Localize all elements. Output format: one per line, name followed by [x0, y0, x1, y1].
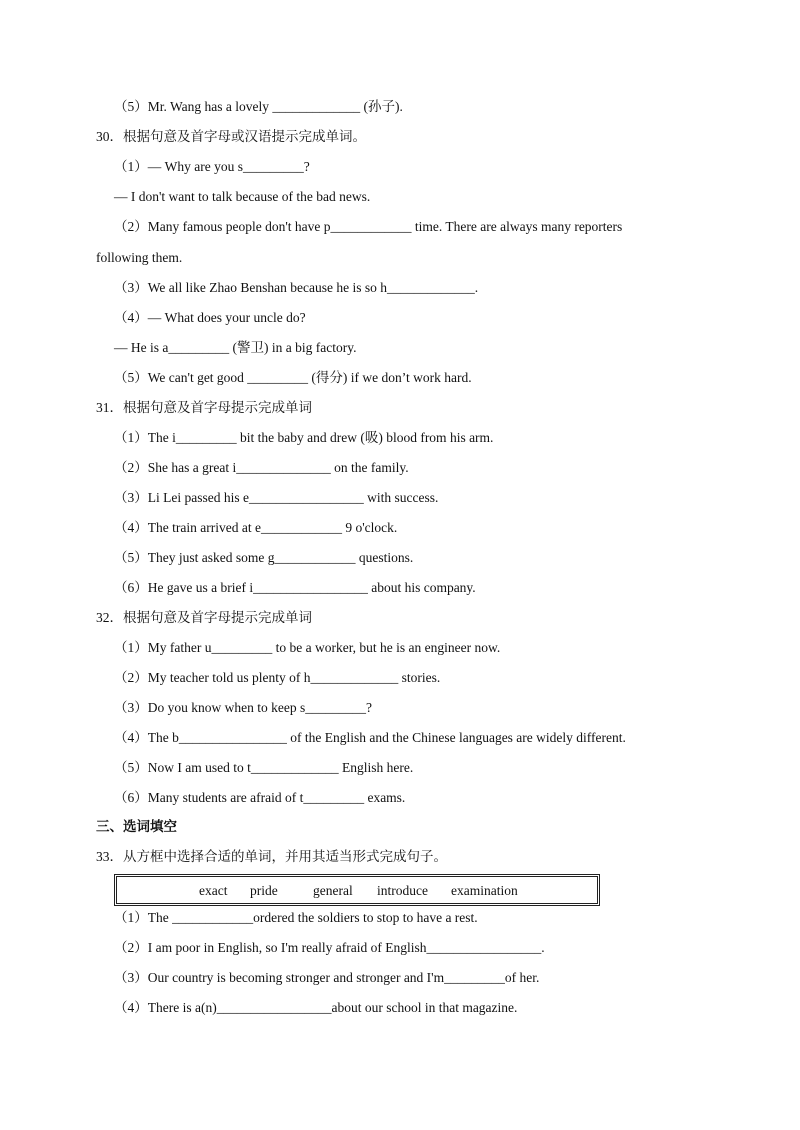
- q30-item-4: （4）— What does your uncle do?: [114, 310, 306, 325]
- q32-item-3: （3）Do you know when to keep s_________?: [114, 700, 372, 715]
- q31-item-1: （1）The i_________ bit the baby and drew (吸) blood from his arm.: [114, 430, 494, 445]
- q32-item-2: （2）My teacher told us plenty of h_____________ stories.: [114, 670, 441, 685]
- q30-item-1: （1）— Why are you s_________?: [114, 159, 310, 174]
- q29-item-5: （5）Mr. Wang has a lovely _____________ (孙子).: [114, 99, 403, 114]
- word-box: [114, 874, 600, 906]
- q32-item-6: （6）Many students are afraid of t_________ exams.: [114, 790, 406, 805]
- q32-item-5: （5）Now I am used to t_____________ English here.: [114, 760, 414, 775]
- q30-item-2-continued: following them.: [96, 250, 183, 265]
- q32-item-4: （4）The b________________ of the English and the Chinese languages are widely different.: [114, 730, 626, 745]
- q31-item-3: （3）Li Lei passed his e_________________ with success.: [114, 490, 439, 505]
- q32-instruction: 32．根据句意及首字母提示完成单词: [96, 610, 312, 625]
- q33-item-3: （3）Our country is becoming stronger and stronger and I'm_________of her.: [114, 970, 540, 985]
- q33-item-1: （1）The ____________ordered the soldiers to stop to have a rest.: [114, 910, 478, 925]
- q31-item-5: （5）They just asked some g____________ questions.: [114, 550, 414, 565]
- q30-item-1-reply: — I don't want to talk because of the bad news.: [114, 189, 371, 204]
- q33-item-2: （2）I am poor in English, so I'm really afraid of English_________________.: [114, 940, 545, 955]
- q30-item-2: （2）Many famous people don't have p____________ time. There are always many reporters: [114, 219, 623, 234]
- q31-instruction: 31．根据句意及首字母提示完成单词: [96, 400, 312, 415]
- q30-item-5: （5）We can't get good _________ (得分) if we don’t work hard.: [114, 370, 472, 385]
- word-box-item: examination: [451, 883, 518, 898]
- q31-item-4: （4）The train arrived at e____________ 9 o'clock.: [114, 520, 398, 535]
- word-box-item: introduce: [377, 883, 428, 898]
- q31-item-2: （2）She has a great i______________ on the family.: [114, 460, 409, 475]
- word-box-item: pride: [250, 883, 278, 898]
- q33-item-4: （4）There is a(n)_________________about our school in that magazine.: [114, 1000, 518, 1015]
- q30-instruction: 30．根据句意及首字母或汉语提示完成单词。: [96, 129, 366, 144]
- word-box-item: general: [313, 883, 353, 898]
- section-heading: 三、选词填空: [96, 819, 177, 834]
- word-box-item: exact: [199, 883, 228, 898]
- q30-item-4-reply: — He is a_________ (警卫) in a big factory.: [114, 340, 357, 355]
- q33-instruction: 33．从方框中选择合适的单词，并用其适当形式完成句子。: [96, 849, 447, 864]
- q32-item-1: （1）My father u_________ to be a worker, but he is an engineer now.: [114, 640, 501, 655]
- q30-item-3: （3）We all like Zhao Benshan because he is so h_____________.: [114, 280, 479, 295]
- q31-item-6: （6）He gave us a brief i_________________ about his company.: [114, 580, 476, 595]
